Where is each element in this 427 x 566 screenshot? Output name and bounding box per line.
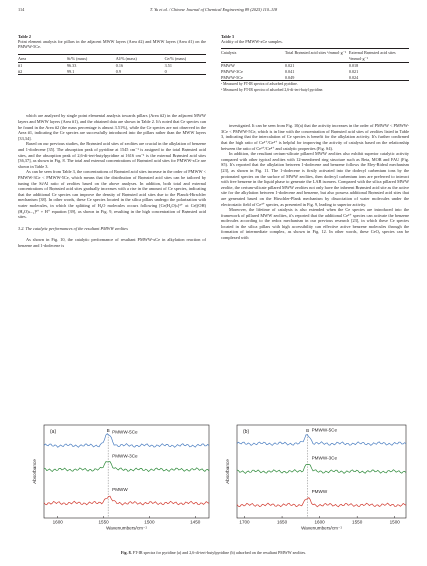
figure-8: [18, 417, 409, 553]
x-tick-label: 1550: [352, 519, 363, 525]
table-cell: #2: [18, 69, 67, 75]
table-cell: 96.33: [66, 63, 77, 69]
table-cell: #1: [18, 63, 23, 69]
table2-header: Ce/% (mass): [165, 54, 206, 62]
paragraph: Based on our previous studies, the Brønsted acid sites of zeolites are crucial in the alkylation of benzene and 1-dodecene [35]. The absorption peak of pyridine at 1545 cm⁻¹ is assigned to the total Brønsted acid sites, and the absorption peak of 2,6-di-tert-butylpyridine at 1616 cm⁻¹ is the external Brønsted acid sites [36,37], as shown in Fig. 8. The total and external concentrations of Brønsted acid sites for PMWW-xCe are shown in Table 3.: [18, 141, 206, 169]
panel-label: (b): [243, 429, 250, 435]
table3-caption: [221, 34, 409, 44]
x-tick-label: 1600: [52, 519, 63, 525]
table-cell: 0.024: [349, 74, 409, 80]
figure-caption-label: Fig. 8.: [120, 550, 132, 555]
left-column: [18, 34, 206, 248]
table3-header: External Brønsted acid sites ᵇ/mmol·g⁻¹: [349, 49, 409, 62]
table-cell: 3.51: [164, 63, 172, 69]
series-line-pmww: [44, 496, 209, 505]
table-cell: 0.018: [348, 63, 359, 69]
x-tick-label: 1700: [239, 519, 250, 525]
page-number: 114: [18, 7, 25, 12]
table-cell: 0.16: [115, 63, 124, 69]
x-tick-label: 1500: [389, 519, 400, 525]
table3-caption-text: Acidity of the PMWW-xCe samples.: [221, 39, 283, 45]
table-row: [18, 69, 206, 75]
table3-header: Total Brønsted acid sites ᵃ/mmol·g⁻¹: [285, 49, 349, 62]
y-axis-label: Absorbance: [32, 459, 37, 484]
paragraph: In addition, the resultant cerium-silicate pillared MWW zeolites also exhibit superior catalytic activity compared with other typical zeolites with 12-membered ring structure such as Beta, MOR and FAU (Fig. S5). It's reported that the alkylation between 1-dodecene and benzene follows the Eley-Rideal mechanism [23], as shown in Fig. 11. The 1-dodecene is firstly activated into the dodecyl carbenium ions by the protonated species on the surface of MWW zeolites, then dodecyl carbenium ions are preferred to interact with free benzene in the liquid phase to generate the LAB isomers. Compared with the silica pillared MWW zeolite, the cerium-silicate pillared MWW zeolites not only have the inherent Brønsted acid site as the active site for the alkylation between 1-dodecene and benzene, but also possess additional Brønsted acid sites that are generated based on the Hirschler-Plank mechanism by dissociation of water molecules under the electrostatic field of Ce³⁺ species, as presented in Fig. 9, leading to superior activity.: [221, 151, 409, 207]
table2-header: Area: [18, 54, 67, 62]
series-line-pmww-5ce: [237, 435, 406, 446]
x-tick-label: 1650: [276, 519, 288, 525]
table3-note: ᵇ Measured by FT-IR spectra of adsorbed 2,6-di-tert-butyl pyridine.: [221, 88, 324, 93]
table-row: [221, 74, 409, 80]
x-tick-label: 1550: [98, 519, 109, 525]
table-cell: 0.021: [284, 63, 295, 69]
chart-panel-b: [223, 417, 409, 532]
table-cell: 99.1: [67, 69, 116, 75]
series-label: PMWW-3Ce: [112, 453, 138, 459]
series-line-pmww-3ce: [44, 462, 209, 472]
paragraph: investigated. It can be seen from Fig. 10(a) that the activity increases in the order of PMWW < PMWW-3Ce < PMWW-5Ce, which is in line with the concentration of Brønsted acid sites of zeolites listed in Table 3, indicating that the intercalation of Ce species is benefit for the alkylation activity. It's further confirmed that the high ratio of Ce³⁺/Ce⁴⁺ is helpful for improving the activity of catalysts based on the relationship between the ratio of Ce³⁺/Ce⁴⁺ and catalytic properties (Fig. S4).: [221, 123, 409, 151]
figure-caption-text: FT-IR spectra for pyridine (a) and 2,6-di-tert-butylpyridine (b) adsorbed on the resultant PMWW zeolites.: [132, 550, 307, 555]
table-cell: PMWW-3Ce: [221, 68, 243, 74]
peak-marker-label: B: [106, 428, 110, 433]
series-label: PMWW: [311, 488, 328, 494]
table-cell: PMWW: [221, 63, 235, 69]
series-line-pmww-5ce: [44, 434, 209, 448]
peak-marker-label: B: [306, 428, 310, 433]
journal-citation: T. Yu et al. / Chinese Journal of Chemical Engineering 89 (2025) 110–118: [149, 7, 278, 12]
paragraph: which are analyzed by single point elemental analysis towards pillars (Area #2) in the adjacent MWW layers and MWW layers (Area #1), and the obtained data are shown in Table 2. It's noted that Ce species can be found in the Area #2 (the mass percentage is almost 3.51%), while the Ce species are not observed in the Area #1, indicating the Ce species are successfully introduced into the pillars rather than the MWW layers [33,34].: [18, 113, 206, 141]
series-line-pmww-3ce: [237, 464, 406, 473]
series-label: PMWW: [112, 487, 128, 493]
table2-label: Table 2: [18, 34, 31, 39]
paragraph: As can be seen from Table 3, the concentrations of Brønsted acid sites increase in the order of PMWW < PMWW-3Ce < PMWW-5Ce, which means that the distribution of Brønsted acid sites can be tailored by tuning the Si/Al ratio of zeolites based on the above analyses. In addition, both total and external concentrations of Brønsted acid sites gradually increases with a rise in the amount of Ce species, indicating that the additional Ce species can improve the density of Brønsted acid sites due to the Planck-Hirschler mechanism [38]. In other words, these Ce species located in the silica pillars undergo the polarization with water molecules, in which the splitting of H₂O molecules occurs following [Ce(H₂O)ₙ]³⁺ ⇌ Ce[(OH)(H₂O)ₙ₋₁]²⁺ + H⁺ equation [39], as shown in Fig. 9, resulting in the high concentration of Brønsted acid sites.: [18, 169, 206, 220]
y-axis-label: Absorbance: [225, 459, 230, 484]
running-header: [18, 7, 409, 15]
panel-label: (a): [50, 429, 57, 435]
table2: [18, 54, 206, 76]
x-axis-label: Wavenumbers/cm⁻¹: [301, 525, 342, 531]
table-cell: 0: [165, 69, 206, 75]
paragraph: Moreover, the lifetime of catalysts is also extended when the Ce species are introduced into the framework of pillared MWW zeolites, it's reported that the additional Ce³⁺ species can activate the benzene molecules according to the redox mechanism in our previous research [23], in which these Ce species located in the silica pillars with high accessibility can effective active benzene molecules through the formation of intermediate complex, as shown in Fig. 12. In other words, these CeOₓ species can be complexed with: [221, 207, 409, 241]
table-cell: PMWW-5Ce: [221, 74, 285, 80]
table3-label: Table 3: [221, 34, 234, 39]
table2-header: Si/% (mass): [67, 54, 116, 62]
table3-note: ᵃ Measured by FT-IR spectra of adsorbed pyridine.: [221, 82, 298, 87]
table-cell: 0.021: [348, 68, 359, 74]
series-label: PMWW-5Ce: [311, 427, 338, 433]
series-label: PMWW-3Ce: [311, 455, 338, 461]
x-axis-label: Wavenumbers/cm⁻¹: [106, 525, 147, 531]
series-label: PMWW-5Ce: [112, 429, 138, 435]
series-line-pmww: [237, 498, 406, 507]
paragraph: As shown in Fig. 10, the catalytic performance of resultant PMWW-xCe in alkylation reaction of benzene and 1-dodecene is: [18, 237, 206, 248]
table-cell: 0.041: [284, 68, 295, 74]
table3-header: Catalysts: [221, 49, 285, 62]
table2-caption-text: Point element analysis for pillars in the adjacent MWW layers (Area #2) and MWW layers (Area #1) on the PMWW-5Ce.: [18, 39, 206, 50]
chart-panel-a: [30, 417, 212, 532]
table-cell: 0.9: [116, 69, 165, 75]
right-column: [221, 34, 409, 241]
x-tick-label: 1600: [314, 519, 325, 525]
table-cell: 0.049: [285, 74, 349, 80]
table2-caption: [18, 34, 206, 50]
figure-caption: [18, 550, 409, 555]
section-heading: 3.2. The catalytic performances of the resultant PMWW zeolites: [18, 225, 128, 231]
x-tick-label: 1500: [144, 519, 155, 525]
table2-header: Al/% (mass): [116, 54, 165, 62]
table3: [221, 48, 409, 81]
x-tick-label: 1450: [190, 519, 201, 525]
